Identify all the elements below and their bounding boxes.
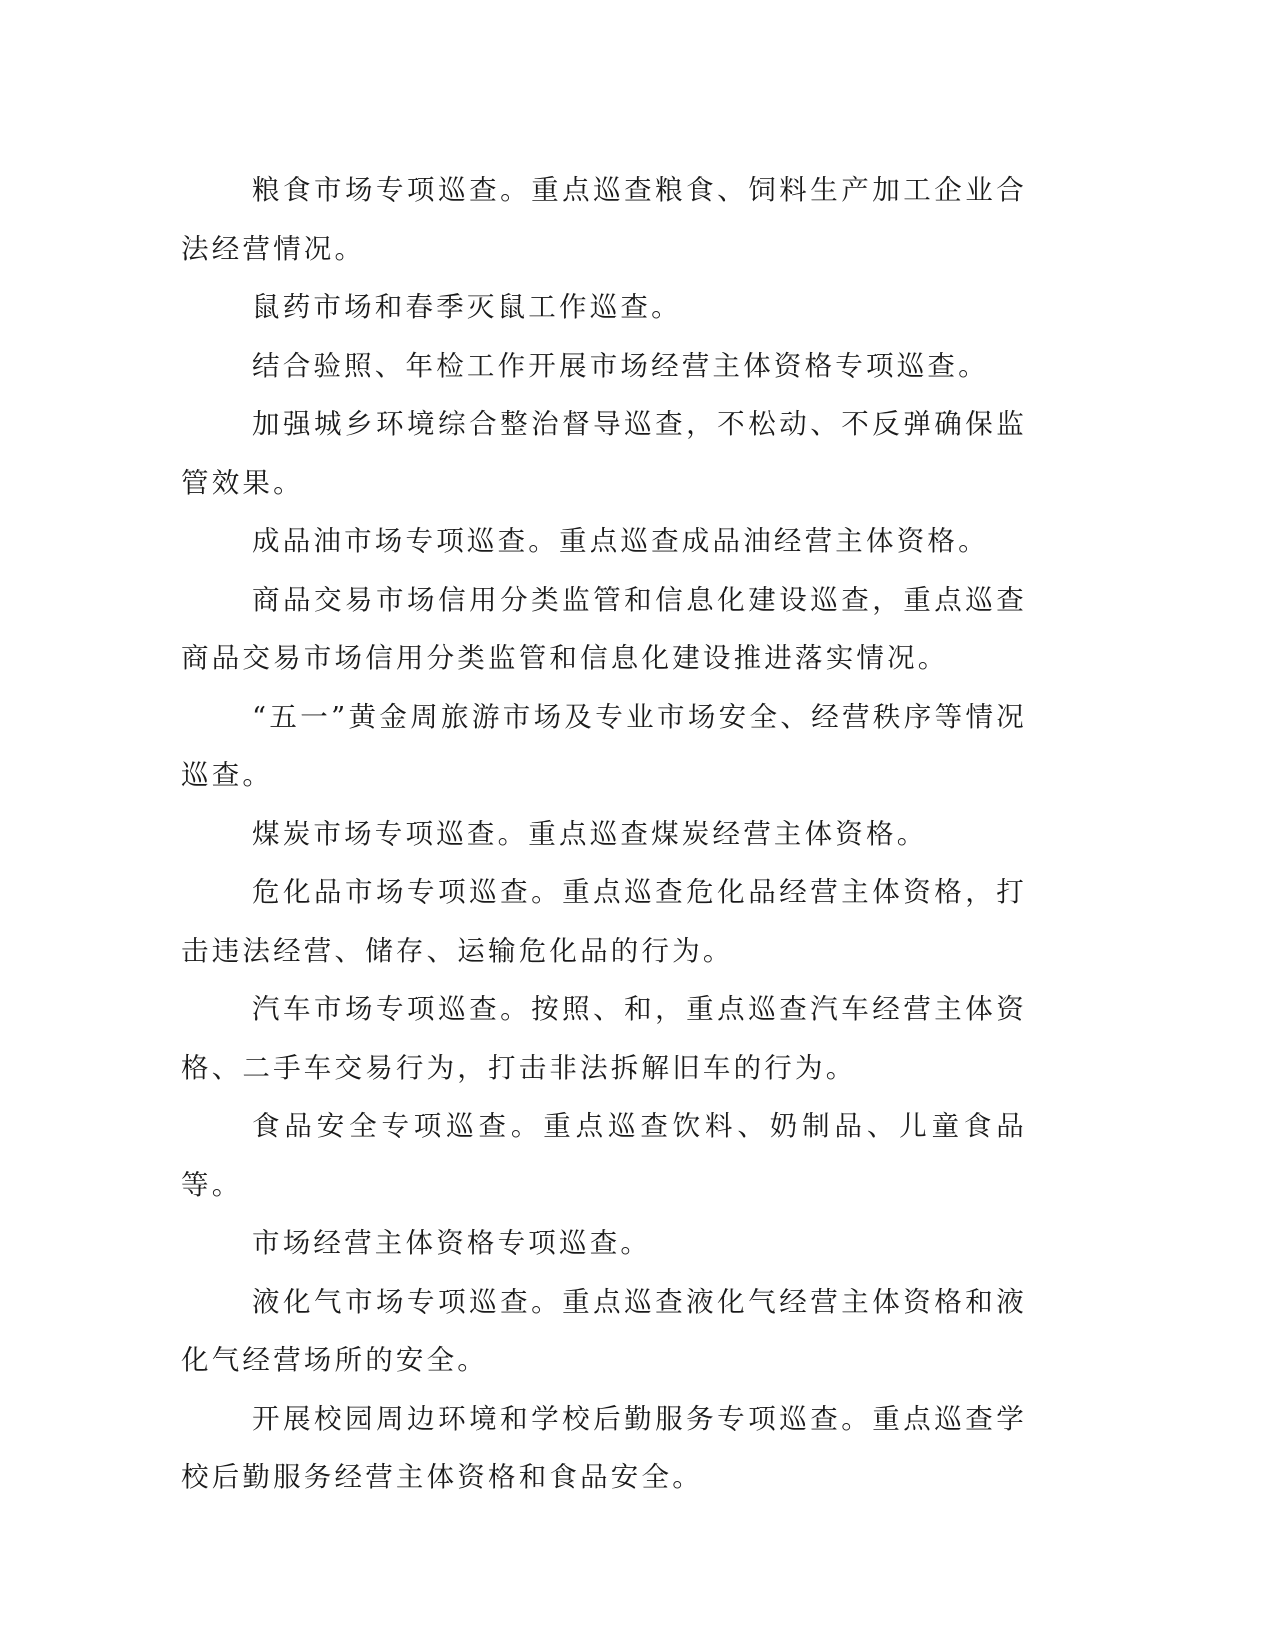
paragraph-lpg-market: 液化气市场专项巡查。重点巡查液化气经营主体资格和液化气经营场所的安全。	[181, 1285, 1027, 1376]
paragraph-refined-oil-market: 成品油市场专项巡查。重点巡查成品油经营主体资格。	[252, 525, 989, 557]
paragraph-hazardous-chemicals: 危化品市场专项巡查。重点巡查危化品经营主体资格，打击违法经营、储存、运输危化品的行为。	[181, 876, 1027, 967]
paragraph-food-safety: 食品安全专项巡查。重点巡查饮料、奶制品、儿童食品等。	[181, 1110, 1027, 1201]
paragraph-environment-rectification: 加强城乡环境综合整治督导巡查，不松动、不反弹确保监管效果。	[181, 408, 1027, 499]
document-body	[181, 161, 1027, 1507]
paragraph-commodity-market-credit: 商品交易市场信用分类监管和信息化建设巡查，重点巡查商品交易市场信用分类监管和信息化建设推进落实情况。	[181, 583, 1027, 674]
paragraph-grain-market: 粮食市场专项巡查。重点巡查粮食、饲料生产加工企业合法经营情况。	[181, 174, 1027, 265]
paragraph-license-inspection: 结合验照、年检工作开展市场经营主体资格专项巡查。	[252, 349, 989, 382]
paragraph-may-day-tourism: “五一”黄金周旅游市场及专业市场安全、经营秩序等情况巡查。	[181, 700, 1027, 791]
paragraph-coal-market: 煤炭市场专项巡查。重点巡查煤炭经营主体资格。	[252, 817, 928, 850]
paragraph-campus-environment: 开展校园周边环境和学校后勤服务专项巡查。重点巡查学校后勤服务经营主体资格和食品安全。	[181, 1402, 1027, 1493]
paragraph-auto-market: 汽车市场专项巡查。按照、和，重点巡查汽车经营主体资格、二手车交易行为，打击非法拆解旧车的行为。	[181, 993, 1027, 1084]
paragraph-rodenticide-market: 鼠药市场和春季灭鼠工作巡查。	[252, 291, 682, 323]
paragraph-business-entity-qualification: 市场经营主体资格专项巡查。	[252, 1227, 652, 1259]
